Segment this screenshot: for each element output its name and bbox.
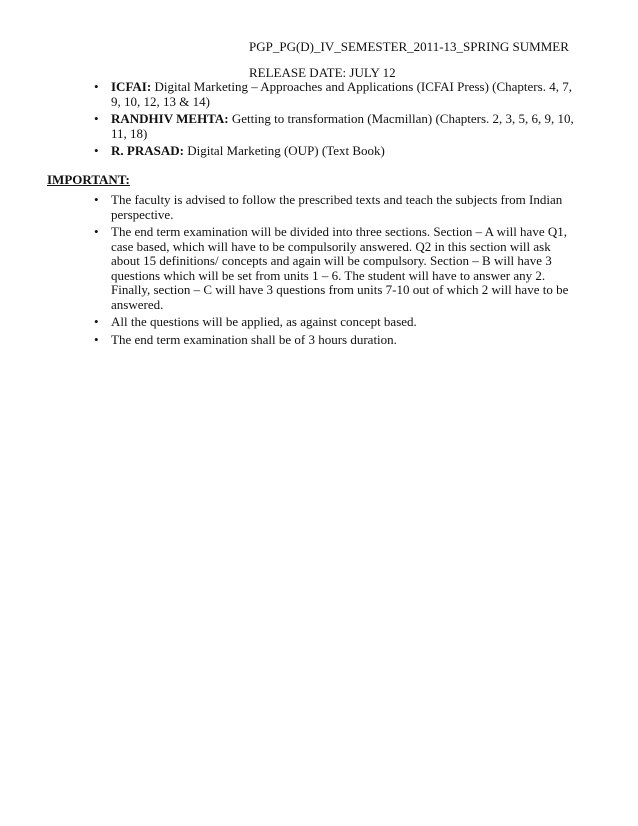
list-item	[92, 193, 568, 222]
item-text: questions which will be set from units 1 – 6. The student will have to answer any 2.	[111, 267, 546, 283]
item-text: answered.	[111, 296, 164, 312]
author: R. PRASAD:	[111, 143, 184, 158]
bullet-icon: •	[94, 79, 99, 94]
document-code-header: PGP_PG(D)_IV_SEMESTER_2011-13_SPRING SUMMER	[249, 39, 569, 54]
book-text: Getting to transformation (Macmillan) (Chapters. 2, 3, 5, 6, 9, 10,	[228, 111, 574, 126]
item-text: The end term examination shall be of 3 hours duration.	[111, 331, 397, 347]
item-text: perspective.	[111, 206, 174, 222]
item-text: case based, which will have to be compulsorily answered. Q2 in this section will ask	[111, 238, 551, 254]
important-list	[92, 193, 568, 350]
list-item	[92, 144, 574, 159]
bullet-icon: •	[94, 224, 99, 239]
author: RANDHIV MEHTA:	[111, 111, 229, 126]
bullet-icon: •	[94, 143, 99, 158]
item-text: All the questions will be applied, as against concept based.	[111, 314, 417, 329]
book-text: 11, 18)	[111, 125, 148, 141]
bullet-icon: •	[94, 331, 99, 347]
item-text: The end term examination will be divided into three sections. Section – A will have Q1,	[111, 224, 567, 239]
list-item	[92, 80, 574, 109]
list-item	[92, 112, 574, 141]
item-text: about 15 definitions/ concepts and again will be compulsory. Section – B will have 3	[111, 253, 552, 268]
release-date: RELEASE DATE: JULY 12	[249, 65, 396, 80]
important-heading: IMPORTANT:	[47, 172, 130, 187]
list-item	[92, 333, 568, 348]
item-text: The faculty is advised to follow the prescribed texts and teach the subjects from Indian	[111, 192, 563, 207]
book-text: Digital Marketing (OUP) (Text Book)	[183, 143, 385, 158]
item-text: Finally, section – C will have 3 questions from units 7-10 out of which 2 will have to be	[111, 282, 569, 297]
textbook-list	[92, 80, 574, 162]
book-text: 9, 10, 12, 13 & 14)	[111, 93, 210, 109]
bullet-icon: •	[94, 314, 99, 329]
bullet-icon: •	[94, 111, 99, 126]
author: ICFAI:	[111, 79, 152, 94]
list-item	[92, 225, 568, 312]
book-text: Digital Marketing – Approaches and Applications (ICFAI Press) (Chapters. 4, 7,	[151, 79, 572, 94]
bullet-icon: •	[94, 192, 99, 207]
list-item	[92, 315, 568, 330]
